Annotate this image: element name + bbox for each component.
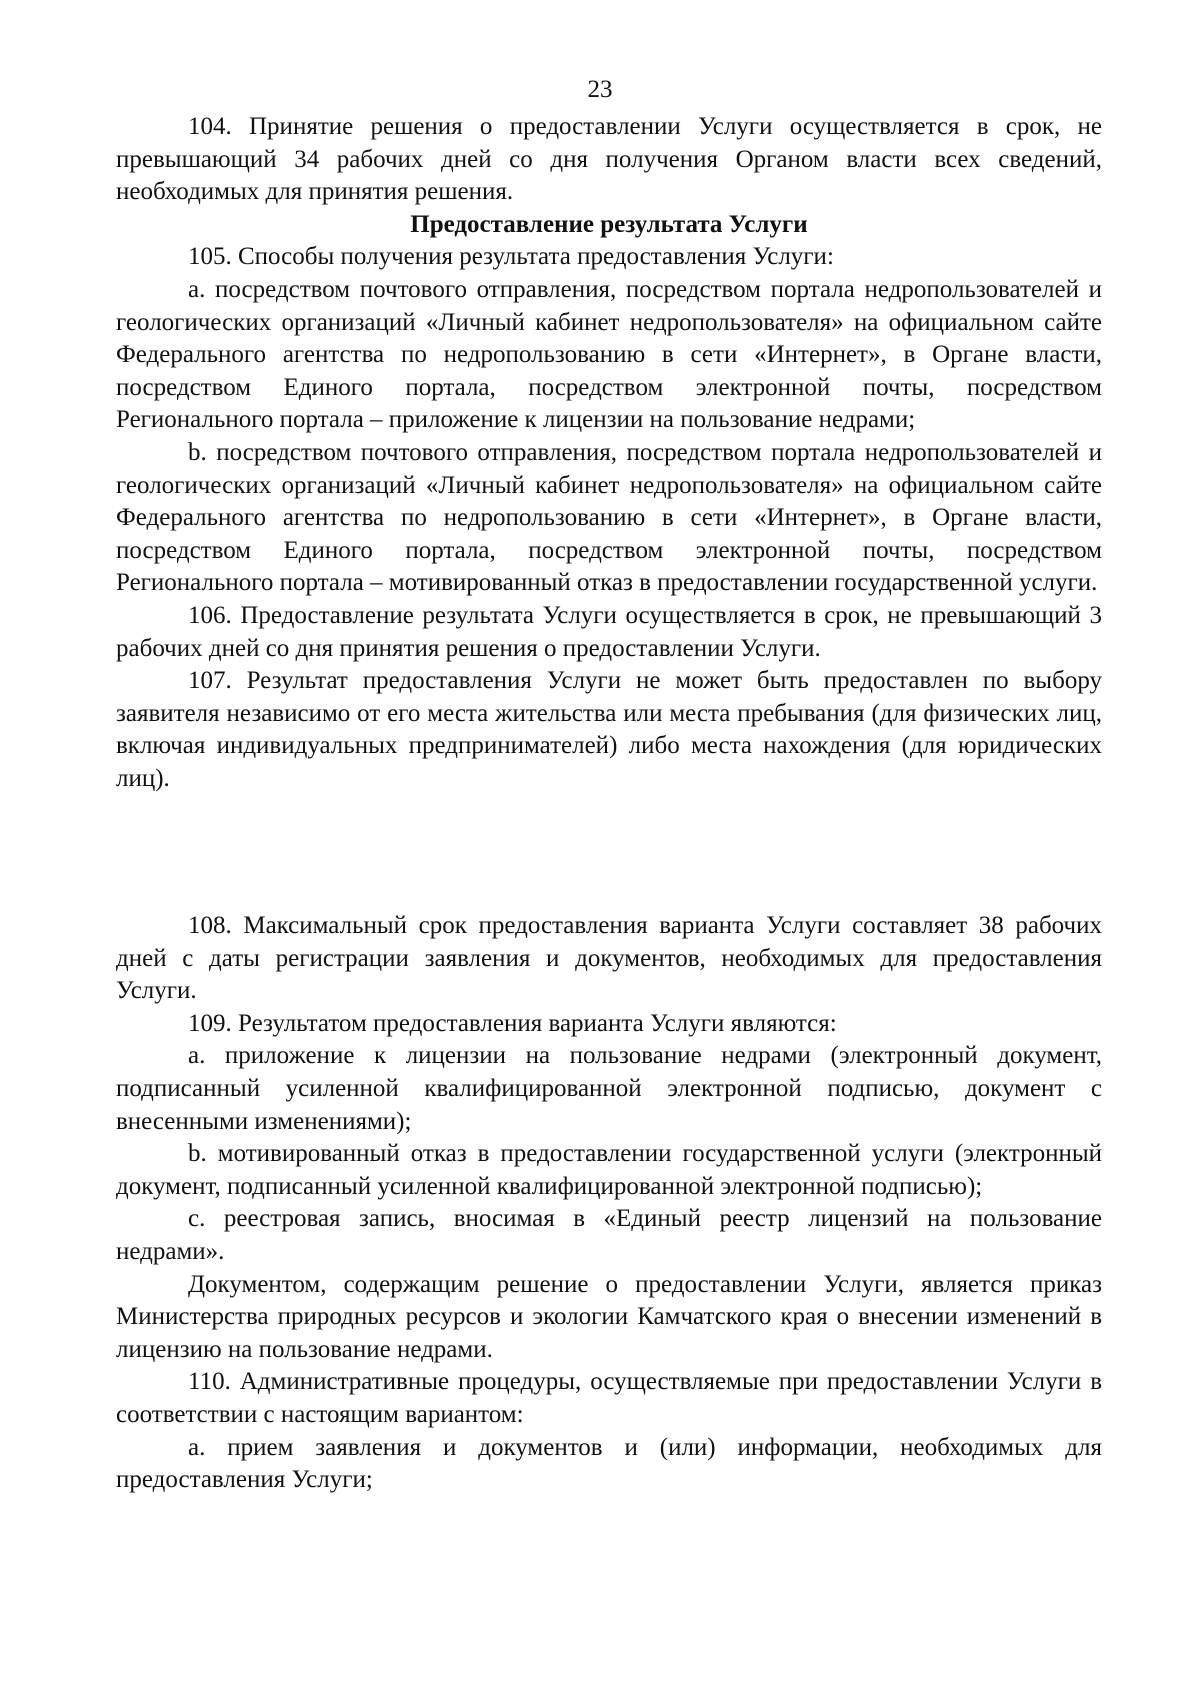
paragraph-107: 107. Результат предоставления Услуги не может быть предоставлен по выбору заявителя независимо от его места жительства или места пребывания (для физических лиц, включая индивидуальных предпринимателей) либо места нахождения (для юридических лиц). xyxy=(116,667,1102,792)
paragraph-109: 109. Результатом предоставления варианта Услуги являются: xyxy=(188,1009,837,1037)
section-heading: Предоставление результата Услуги xyxy=(410,210,808,238)
list-item-105b: b. посредством почтового отправления, посредством портала недропользователей и геологических организаций «Личный кабинет недропользователя» на официальном сайте Федерального агентства по недропользованию в сети «Интернет», в Органе власти, посредством Единого портала, посредством электронной почты, посредством Регионального портала – мотивированный отказ в предоставлении государственной услуги. xyxy=(116,438,1102,597)
paragraph-110: 110. Административные процедуры, осуществляемые при предоставлении Услуги в соответствии с настоящим вариантом: xyxy=(116,1368,1102,1428)
paragraph-document-decision: Документом, содержащим решение о предоставлении Услуги, является приказ Министерства природных ресурсов и экологии Камчатского края о внесении изменений в лицензию на пользование недрами. xyxy=(116,1270,1102,1363)
list-item-109c: c. реестровая запись, вносимая в «Единый реестр лицензий на пользование недрами». xyxy=(116,1205,1102,1265)
paragraph-106: 106. Предоставление результата Услуги осуществляется в срок, не превышающий 3 рабочих дней со дня принятия решения о предоставлении Услуги. xyxy=(116,601,1102,662)
paragraph-104: 104. Принятие решения о предоставлении Услуги осуществляется в срок, не превышающий 34 рабочих дней со дня получения Органом власти всех сведений, необходимых для принятия решения. xyxy=(116,113,1102,206)
section-bottom xyxy=(116,910,1102,1497)
list-item-109b: b. мотивированный отказ в предоставлении государственной услуги (электронный документ, подписанный усиленной квалифицированной электронной подписью); xyxy=(116,1140,1102,1200)
paragraph-105: 105. Способы получения результата предоставления Услуги: xyxy=(188,243,834,271)
list-item-105a: a. посредством почтового отправления, посредством портала недропользователей и геологических организаций «Личный кабинет недропользователя» на официальном сайте Федерального агентства по недропользованию в сети «Интернет», в Органе власти, посредством Единого портала, посредством электронной почты, посредством Регионального портала – приложение к лицензии на пользование недрами; xyxy=(116,275,1102,434)
section-top xyxy=(116,111,1102,795)
page-number: 23 xyxy=(587,76,613,103)
list-item-109a: a. приложение к лицензии на пользование недрами (электронный документ, подписанный усиленной квалифицированной электронной подписью, документ с внесенными изменениями); xyxy=(116,1042,1102,1135)
paragraph-108: 108. Максимальный срок предоставления варианта Услуги составляет 38 рабочих дней с даты регистрации заявления и документов, необходимых для предоставления Услуги. xyxy=(116,912,1102,1005)
list-item-110a: a. прием заявления и документов и (или) информации, необходимых для предоставления Услуги; xyxy=(116,1433,1102,1494)
